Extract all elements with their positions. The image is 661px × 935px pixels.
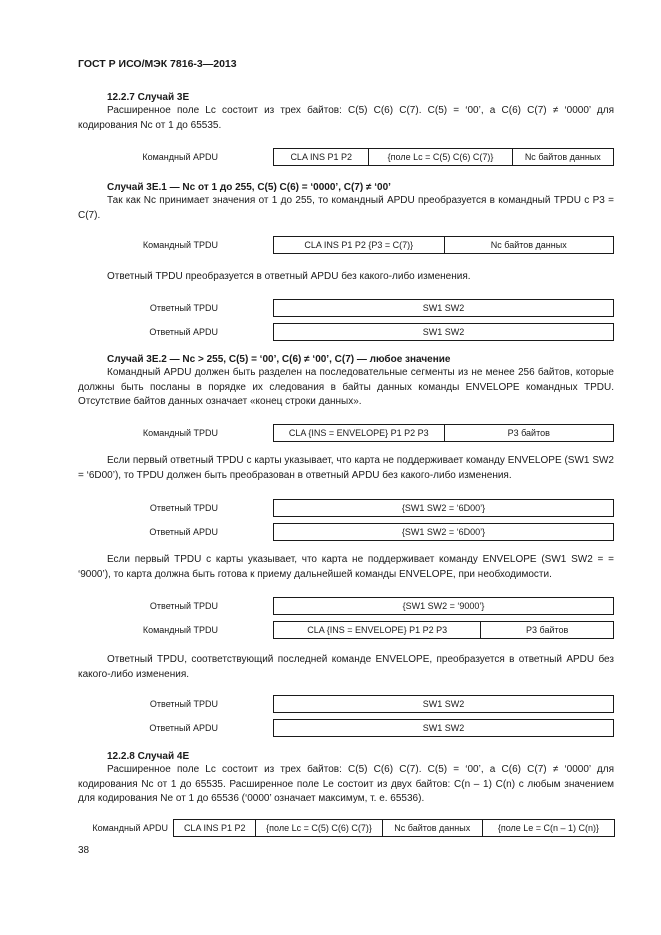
row-label: Командный TPDU	[142, 428, 218, 438]
response-apdu-6d00	[273, 523, 614, 541]
cell-data: Nc байтов данных	[382, 820, 482, 836]
row-label: Командный TPDU	[142, 240, 218, 250]
cell-data: Nc байтов данных	[512, 149, 613, 165]
row-label: Ответный TPDU	[149, 601, 218, 611]
cell-header: CLA {INS = ENVELOPE} P1 P2 P3	[307, 625, 448, 635]
document-header: ГОСТ Р ИСО/МЭК 7816-3—2013	[78, 58, 237, 70]
section-heading-3e2: Случай 3E.2 — Nc > 255, C(5) = ‘00’, C(6) ≠ ‘00’, C(7) — любое значение	[107, 354, 451, 365]
page-number: 38	[78, 845, 90, 856]
cell-lc-field: {поле Lc = C(5) C(6) C(7)}	[368, 149, 511, 165]
apdu-command-4e	[173, 819, 615, 837]
cell-header: CLA INS P1 P2	[183, 823, 246, 833]
cell-header: CLA {INS = ENVELOPE} P1 P2 P3	[288, 428, 429, 438]
section-heading-12-2-8: 12.2.8 Случай 4E	[107, 751, 190, 762]
response-apdu	[273, 323, 614, 341]
paragraph-3e2-6d00: Если первый ответный TPDU с карты указывает, что карта не поддерживает команду ENVELOPE (SW1 SW2 = ‘6D00’), то TPDU должен быть преобразован в ответный APDU без какого-либо изменения.	[78, 455, 614, 481]
cell-status: {SW1 SW2 = ‘6D00’}	[401, 503, 486, 513]
paragraph-3e1-response: Ответный TPDU преобразуется в ответный APDU без какого-либо изменения.	[107, 271, 471, 282]
cell-data: P3 байтов	[444, 425, 614, 441]
row-label: Ответный APDU	[149, 527, 218, 537]
row-label: Командный APDU	[142, 152, 218, 162]
cell-status: SW1 SW2	[422, 699, 465, 709]
envelope-command-tpdu	[273, 424, 614, 442]
paragraph-3e2: Командный APDU должен быть разделен на последовательные сегменты из не менее 256 байтов, которые должны быть посланы в порядке их следования в байты данных команды ENVELOPE командных TPDU. Отсутствие байтов данных означает «конец строки данных».	[78, 367, 614, 407]
paragraph-12-2-8: Расширенное поле Lc состоит из трех байтов: C(5) C(6) C(7). C(5) = ‘00’, а C(6) C(7) ≠ ‘0000’ для кодирования Nc от 1 до 65535. Расширенное поле Le состоит из двух байтов: C(n – 1) C(n) с любым значением для кодирования Ne от 1 до 65536 (‘0000’ означает максимум, т. е. 65536).	[78, 764, 614, 804]
cell-header: CLA INS P1 P2	[290, 152, 352, 162]
section-heading-3e1: Случай 3E.1 — Nc от 1 до 255, C(5) C(6) = ‘0000’, C(7) ≠ ‘00’	[107, 182, 391, 193]
response-tpdu	[273, 299, 614, 317]
row-label: Ответный TPDU	[149, 503, 218, 513]
cell-status: SW1 SW2	[422, 723, 465, 733]
cell-le-field: {поле Le = C(n – 1) C(n)}	[482, 820, 614, 836]
paragraph-12-2-7: Расширенное поле Lc состоит из трех байтов: C(5) C(6) C(7). C(5) = ‘00’, а C(6) C(7) ≠ ‘0000’ для кодирования Nc от 1 до 65535.	[78, 105, 614, 131]
cell-header: CLA INS P1 P2 {P3 = C(7)}	[304, 240, 414, 250]
cell-lc-field: {поле Lc = C(5) C(6) C(7)}	[255, 820, 381, 836]
paragraph-3e2-last: Ответный TPDU, соответствующий последней команде ENVELOPE, преобразуется в ответный APDU без какого-либо изменения.	[78, 654, 614, 680]
section-heading-12-2-7: 12.2.7 Случай 3E	[107, 92, 190, 103]
paragraph-3e2-9000: Если первый TPDU с карты указывает, что карта не поддерживает команду ENVELOPE (SW1 SW2 = = ‘9000’), то карта должна быть готова к приему дальнейшей команды ENVELOPE, при необходимости.	[78, 554, 614, 580]
cell-status: {SW1 SW2 = ‘6D00’}	[401, 527, 486, 537]
envelope-command-tpdu-2	[273, 621, 614, 639]
response-tpdu-6d00	[273, 499, 614, 517]
row-label: Командный TPDU	[142, 625, 218, 635]
response-tpdu-last	[273, 695, 614, 713]
cell-status: SW1 SW2	[422, 327, 465, 337]
row-label: Ответный APDU	[149, 327, 218, 337]
cell-data: Nc байтов данных	[444, 237, 614, 253]
row-label: Ответный TPDU	[149, 699, 218, 709]
cell-status: SW1 SW2	[422, 303, 465, 313]
row-label: Ответный TPDU	[149, 303, 218, 313]
response-apdu-last	[273, 719, 614, 737]
response-tpdu-9000	[273, 597, 614, 615]
cell-data: P3 байтов	[480, 622, 613, 638]
apdu-command-structure	[273, 148, 614, 166]
paragraph-3e1: Так как Nc принимает значения от 1 до 255, то командный APDU преобразуется в командный TPDU с P3 = C(7).	[78, 195, 614, 221]
tpdu-command-structure	[273, 236, 614, 254]
row-label: Ответный APDU	[149, 723, 218, 733]
cell-status: {SW1 SW2 = ‘9000’}	[402, 601, 485, 611]
row-label: Командный APDU	[92, 823, 168, 833]
